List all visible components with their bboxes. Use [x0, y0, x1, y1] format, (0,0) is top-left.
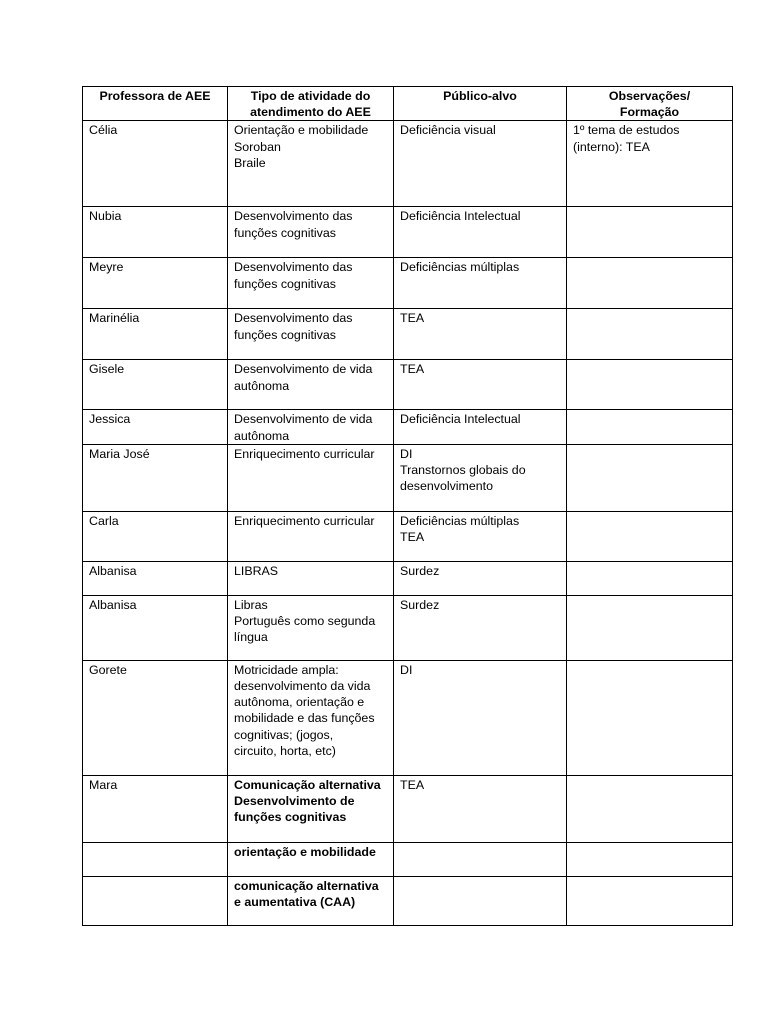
- cell-text-line: Português como segunda: [234, 614, 376, 629]
- cell-observacoes: [567, 207, 733, 258]
- cell-professora: [83, 258, 228, 309]
- cell-text-line: Marinélia: [89, 311, 140, 326]
- cell-text-line: Célia: [89, 123, 118, 138]
- cell-atividade: [228, 876, 394, 925]
- cell-publico: [394, 360, 567, 410]
- cell-atividade: [228, 775, 394, 842]
- table-row: [83, 511, 733, 561]
- cell-text-line: DI: [400, 662, 413, 677]
- cell-text-line: desenvolvimento: [400, 479, 493, 494]
- cell-atividade: [228, 360, 394, 410]
- cell-text-line: DI: [400, 446, 413, 461]
- cell-observacoes: [567, 360, 733, 410]
- cell-text-line: cognitivas; (jogos,: [234, 727, 334, 742]
- table-row: [83, 660, 733, 775]
- cell-publico: [394, 258, 567, 309]
- cell-text-line: Libras: [234, 597, 268, 612]
- cell-text-line: Comunicação alternativa: [234, 777, 381, 792]
- cell-observacoes: [567, 561, 733, 595]
- cell-professora: [83, 410, 228, 444]
- cell-text-line: LIBRAS: [234, 563, 279, 578]
- cell-text-line: autônoma: [234, 428, 290, 443]
- cell-atividade: [228, 511, 394, 561]
- cell-professora: [83, 775, 228, 842]
- table-header-row: [83, 87, 733, 121]
- cell-text-line: TEA: [400, 362, 425, 377]
- table-row: [83, 775, 733, 842]
- cell-professora: [83, 444, 228, 511]
- cell-text-line: Gisele: [89, 362, 125, 377]
- cell-atividade: [228, 444, 394, 511]
- cell-observacoes: [567, 775, 733, 842]
- cell-text-line: Motricidade ampla:: [234, 662, 339, 677]
- cell-professora: [83, 360, 228, 410]
- cell-text-line: Deficiências múltiplas: [400, 513, 520, 528]
- cell-professora: [83, 842, 228, 876]
- cell-observacoes: [567, 876, 733, 925]
- cell-observacoes: [567, 595, 733, 660]
- cell-text-line: Deficiência Intelectual: [400, 209, 521, 224]
- cell-publico: [394, 309, 567, 360]
- cell-text-line: atendimento do AEE: [250, 105, 371, 120]
- cell-atividade: [228, 660, 394, 775]
- table-row: [83, 258, 733, 309]
- cell-text-line: TEA: [400, 777, 425, 792]
- cell-text-line: Surdez: [400, 563, 440, 578]
- cell-publico: [394, 561, 567, 595]
- table-row: [83, 561, 733, 595]
- cell-text-line: funções cognitivas: [234, 810, 347, 825]
- cell-text-line: Soroban: [234, 139, 281, 154]
- cell-publico: [394, 207, 567, 258]
- cell-text-line: Braile: [234, 155, 266, 170]
- table-row: [83, 842, 733, 876]
- cell-text-line: Transtornos globais do: [400, 463, 526, 478]
- cell-observacoes: [567, 258, 733, 309]
- table-row: [83, 121, 733, 207]
- cell-observacoes: [567, 660, 733, 775]
- cell-text-line: Orientação e mobilidade: [234, 123, 369, 138]
- cell-text-line: Desenvolvimento de vida: [234, 412, 373, 427]
- cell-professora: [83, 121, 228, 207]
- table-row: [83, 876, 733, 925]
- cell-text-line: circuito, horta, etc): [234, 743, 336, 758]
- table-row: [83, 595, 733, 660]
- cell-atividade: [228, 207, 394, 258]
- cell-text-line: orientação e mobilidade: [234, 844, 376, 859]
- cell-atividade: [228, 309, 394, 360]
- cell-text-line: Observações/: [608, 89, 691, 103]
- cell-observacoes: [567, 511, 733, 561]
- cell-text-line: Professora de AEE: [99, 89, 211, 103]
- cell-text-line: Desenvolvimento das: [234, 311, 353, 326]
- table-row: [83, 360, 733, 410]
- cell-atividade: [228, 121, 394, 207]
- cell-text-line: Albanisa: [89, 563, 137, 578]
- cell-text-line: Carla: [89, 513, 119, 528]
- header-atividade: [228, 87, 394, 121]
- cell-text-line: Deficiências múltiplas: [400, 260, 520, 275]
- cell-observacoes: [567, 444, 733, 511]
- cell-professora: [83, 511, 228, 561]
- cell-text-line: Formação: [619, 105, 680, 120]
- cell-text-line: (interno): TEA: [573, 139, 650, 154]
- cell-text-line: desenvolvimento da vida: [234, 679, 371, 694]
- cell-atividade: [228, 410, 394, 444]
- cell-text-line: Desenvolvimento das: [234, 209, 353, 224]
- cell-professora: [83, 595, 228, 660]
- cell-text-line: autônoma: [234, 378, 290, 393]
- table-row: [83, 207, 733, 258]
- cell-text-line: comunicação alternativa: [234, 878, 379, 893]
- cell-text-line: 1º tema de estudos: [573, 123, 680, 138]
- cell-text-line: Desenvolvimento das: [234, 260, 353, 275]
- cell-text-line: Deficiência visual: [400, 123, 496, 138]
- cell-text-line: Gorete: [89, 662, 127, 677]
- cell-text-line: Jessica: [89, 412, 131, 427]
- cell-atividade: [228, 258, 394, 309]
- cell-publico: [394, 511, 567, 561]
- cell-publico: [394, 660, 567, 775]
- cell-text-line: funções cognitivas: [234, 225, 336, 240]
- cell-text-line: Maria José: [89, 446, 150, 461]
- cell-text-line: Desenvolvimento de: [234, 794, 355, 809]
- cell-text-line: funções cognitivas: [234, 327, 336, 342]
- table-row: [83, 309, 733, 360]
- cell-text-line: TEA: [400, 530, 425, 545]
- cell-text-line: TEA: [400, 311, 425, 326]
- cell-text-line: autônoma, orientação e: [234, 695, 365, 710]
- header-professora: [83, 87, 228, 121]
- cell-professora: [83, 561, 228, 595]
- cell-observacoes: [567, 842, 733, 876]
- table-row: [83, 444, 733, 511]
- cell-atividade: [228, 595, 394, 660]
- aee-table: [82, 86, 733, 926]
- header-publico: [394, 87, 567, 121]
- cell-atividade: [228, 561, 394, 595]
- cell-publico: [394, 444, 567, 511]
- cell-text-line: Meyre: [89, 260, 124, 275]
- cell-text-line: Deficiência Intelectual: [400, 412, 521, 427]
- cell-text-line: funções cognitivas: [234, 276, 336, 291]
- cell-publico: [394, 876, 567, 925]
- cell-publico: [394, 410, 567, 444]
- cell-text-line: Mara: [89, 777, 118, 792]
- cell-text-line: e aumentativa (CAA): [234, 895, 356, 910]
- cell-text-line: Desenvolvimento de vida: [234, 362, 373, 377]
- cell-publico: [394, 842, 567, 876]
- cell-professora: [83, 660, 228, 775]
- cell-text-line: língua: [234, 630, 268, 645]
- cell-text-line: Enriquecimento curricular: [234, 513, 375, 528]
- cell-text-line: Nubia: [89, 209, 122, 224]
- header-observacoes: [567, 87, 733, 121]
- cell-text-line: mobilidade e das funções: [234, 711, 375, 726]
- cell-observacoes: [567, 309, 733, 360]
- cell-text-line: Albanisa: [89, 597, 137, 612]
- cell-observacoes: [567, 410, 733, 444]
- cell-text-line: Surdez: [400, 597, 440, 612]
- cell-publico: [394, 121, 567, 207]
- cell-text-line: Público-alvo: [443, 89, 517, 103]
- cell-observacoes: [567, 121, 733, 207]
- cell-publico: [394, 775, 567, 842]
- table-row: [83, 410, 733, 444]
- cell-publico: [394, 595, 567, 660]
- cell-text-line: Tipo de atividade do: [250, 89, 371, 103]
- cell-professora: [83, 207, 228, 258]
- cell-text-line: Enriquecimento curricular: [234, 446, 375, 461]
- cell-atividade: [228, 842, 394, 876]
- cell-professora: [83, 876, 228, 925]
- cell-professora: [83, 309, 228, 360]
